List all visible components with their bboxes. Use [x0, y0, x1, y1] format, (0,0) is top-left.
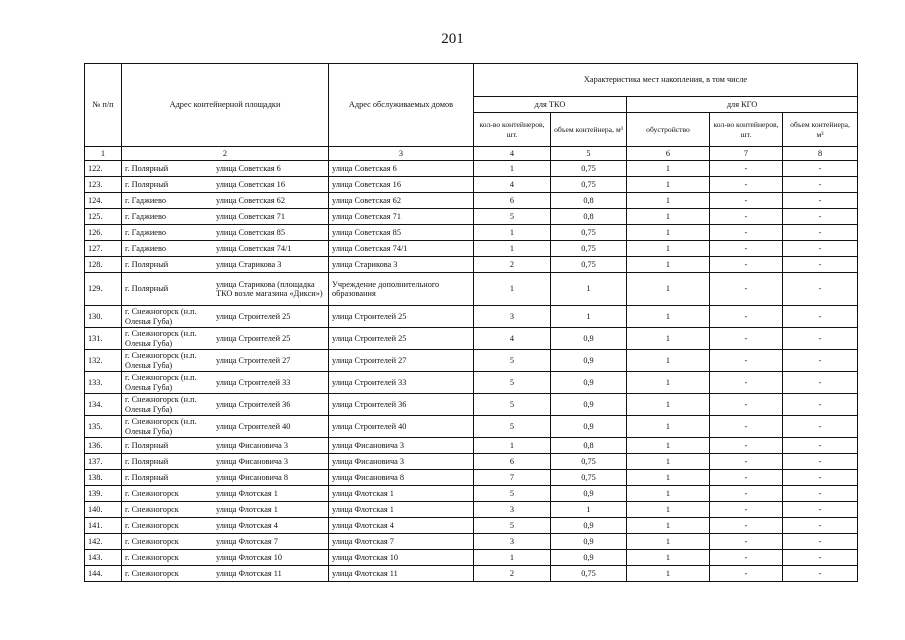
row-number: 144. [85, 566, 122, 582]
tko-count: 5 [474, 518, 551, 534]
kgo-count: - [710, 394, 783, 416]
tko-count: 5 [474, 394, 551, 416]
kgo-count: - [710, 566, 783, 582]
site-city: г. Полярный [125, 260, 169, 270]
site-address [122, 502, 329, 518]
kgo-count: - [710, 241, 783, 257]
tko-count: 1 [474, 161, 551, 177]
served-address: улица Советская 74/1 [329, 241, 474, 257]
site-address [122, 241, 329, 257]
site-city: г. Полярный [125, 441, 169, 451]
tko-volume: 0,9 [551, 416, 627, 438]
tko-count: 5 [474, 486, 551, 502]
site-city: г. Снежногорск (н.п. Оленья Губа) [125, 329, 197, 348]
kgo-volume: - [783, 193, 858, 209]
site-address [122, 438, 329, 454]
site-city: г. Снежногорск [125, 569, 179, 579]
served-address: улица Фисановича 3 [329, 454, 474, 470]
site-city: г. Снежногорск [125, 489, 179, 499]
kgo-count: - [710, 534, 783, 550]
site-city: г. Гаджиево [125, 196, 166, 206]
tko-volume: 0,9 [551, 534, 627, 550]
kgo-arrangement: 1 [627, 273, 710, 306]
site-street: улица Флотская 11 [216, 569, 282, 579]
site-street: улица Флотская 7 [216, 537, 278, 547]
table-row [85, 518, 858, 534]
table-row [85, 502, 858, 518]
tko-volume: 0,9 [551, 550, 627, 566]
site-address [122, 209, 329, 225]
kgo-arrangement: 1 [627, 470, 710, 486]
table-row [85, 372, 858, 394]
column-index-cell: 1 [85, 147, 122, 161]
tko-volume: 0,9 [551, 328, 627, 350]
column-index-cell: 8 [783, 147, 858, 161]
tko-volume: 0,9 [551, 518, 627, 534]
row-number: 132. [85, 350, 122, 372]
row-number: 125. [85, 209, 122, 225]
tko-count: 1 [474, 438, 551, 454]
kgo-volume: - [783, 550, 858, 566]
kgo-arrangement: 1 [627, 257, 710, 273]
tko-volume: 0,9 [551, 394, 627, 416]
served-address: Учреждение дополнительного образования [329, 273, 474, 306]
row-number: 122. [85, 161, 122, 177]
table-row [85, 550, 858, 566]
tko-count: 5 [474, 372, 551, 394]
table-row [85, 273, 858, 306]
table-row [85, 534, 858, 550]
kgo-arrangement: 1 [627, 372, 710, 394]
header-number: № п/п [85, 64, 122, 147]
tko-count: 6 [474, 193, 551, 209]
table-row [85, 328, 858, 350]
site-street: улица Флотская 10 [216, 553, 283, 563]
served-address: улица Флотская 1 [329, 486, 474, 502]
row-number: 130. [85, 306, 122, 328]
kgo-arrangement: 1 [627, 502, 710, 518]
tko-volume: 0,75 [551, 566, 627, 582]
site-address [122, 257, 329, 273]
site-street: улица Старикова 3 [216, 260, 282, 270]
kgo-volume: - [783, 257, 858, 273]
column-index-cell: 2 [122, 147, 329, 161]
kgo-volume: - [783, 566, 858, 582]
site-city: г. Гаджиево [125, 244, 166, 254]
site-address [122, 372, 329, 394]
tko-volume: 0,75 [551, 225, 627, 241]
site-address [122, 394, 329, 416]
site-street: улица Советская 71 [216, 212, 285, 222]
kgo-arrangement: 1 [627, 550, 710, 566]
tko-volume: 0,75 [551, 161, 627, 177]
site-address [122, 328, 329, 350]
kgo-volume: - [783, 177, 858, 193]
tko-volume: 0,75 [551, 241, 627, 257]
kgo-volume: - [783, 273, 858, 306]
kgo-volume: - [783, 518, 858, 534]
table-row [85, 209, 858, 225]
site-street: улица Фисановича 8 [216, 473, 289, 483]
table-row [85, 193, 858, 209]
kgo-arrangement: 1 [627, 241, 710, 257]
site-street: улица Строителей 25 [216, 333, 291, 343]
tko-volume: 1 [551, 273, 627, 306]
site-street: улица Советская 85 [216, 228, 285, 238]
column-index-cell: 3 [329, 147, 474, 161]
kgo-arrangement: 1 [627, 534, 710, 550]
kgo-count: - [710, 470, 783, 486]
header-kgo-count: кол-во контейнеров, шт. [710, 113, 783, 147]
table-row [85, 454, 858, 470]
kgo-count: - [710, 257, 783, 273]
table-row [85, 225, 858, 241]
site-street: улица Флотская 1 [216, 505, 278, 515]
row-number: 134. [85, 394, 122, 416]
kgo-arrangement: 1 [627, 518, 710, 534]
kgo-arrangement: 1 [627, 566, 710, 582]
tko-volume: 0,9 [551, 486, 627, 502]
row-number: 129. [85, 273, 122, 306]
site-address [122, 350, 329, 372]
tko-count: 4 [474, 328, 551, 350]
kgo-arrangement: 1 [627, 350, 710, 372]
kgo-count: - [710, 486, 783, 502]
row-number: 141. [85, 518, 122, 534]
tko-volume: 0,9 [551, 350, 627, 372]
site-street: улица Строителей 27 [216, 355, 291, 365]
table-row [85, 394, 858, 416]
site-street: улица Советская 16 [216, 180, 285, 190]
tko-volume: 0,75 [551, 454, 627, 470]
tko-volume: 0,8 [551, 193, 627, 209]
container-sites-table [84, 63, 858, 582]
kgo-count: - [710, 518, 783, 534]
served-address: улица Советская 62 [329, 193, 474, 209]
row-number: 137. [85, 454, 122, 470]
kgo-arrangement: 1 [627, 486, 710, 502]
served-address: улица Строителей 33 [329, 372, 474, 394]
site-street: улица Советская 6 [216, 164, 281, 174]
column-index-cell: 6 [627, 147, 710, 161]
table-row [85, 257, 858, 273]
site-city: г. Полярный [125, 473, 169, 483]
kgo-volume: - [783, 209, 858, 225]
kgo-volume: - [783, 225, 858, 241]
kgo-volume: - [783, 372, 858, 394]
site-city: г. Полярный [125, 164, 169, 174]
row-number: 123. [85, 177, 122, 193]
served-address: улица Строителей 27 [329, 350, 474, 372]
kgo-volume: - [783, 241, 858, 257]
site-address [122, 470, 329, 486]
site-city: г. Гаджиево [125, 212, 166, 222]
site-city: г. Снежногорск [125, 505, 179, 515]
site-city: г. Снежногорск (н.п. Оленья Губа) [125, 351, 197, 370]
tko-count: 3 [474, 534, 551, 550]
column-index-cell: 7 [710, 147, 783, 161]
table-body [85, 161, 858, 582]
kgo-arrangement: 1 [627, 193, 710, 209]
column-index-cell: 4 [474, 147, 551, 161]
site-address [122, 518, 329, 534]
site-address [122, 534, 329, 550]
table-row [85, 566, 858, 582]
site-address [122, 550, 329, 566]
site-street: улица Строителей 25 [216, 311, 291, 321]
site-street: улица Строителей 36 [216, 399, 291, 409]
kgo-count: - [710, 193, 783, 209]
kgo-count: - [710, 416, 783, 438]
served-address: улица Флотская 4 [329, 518, 474, 534]
served-address: улица Фисановича 8 [329, 470, 474, 486]
tko-count: 1 [474, 225, 551, 241]
site-address [122, 225, 329, 241]
column-index-cell: 5 [551, 147, 627, 161]
kgo-volume: - [783, 438, 858, 454]
site-city: г. Полярный [125, 284, 169, 294]
kgo-volume: - [783, 328, 858, 350]
table-row [85, 486, 858, 502]
kgo-volume: - [783, 470, 858, 486]
row-number: 136. [85, 438, 122, 454]
served-address: улица Советская 6 [329, 161, 474, 177]
tko-count: 6 [474, 454, 551, 470]
tko-count: 1 [474, 550, 551, 566]
row-number: 142. [85, 534, 122, 550]
tko-volume: 0,9 [551, 372, 627, 394]
row-number: 131. [85, 328, 122, 350]
table-row [85, 416, 858, 438]
tko-volume: 1 [551, 306, 627, 328]
kgo-arrangement: 1 [627, 225, 710, 241]
site-address [122, 161, 329, 177]
kgo-arrangement: 1 [627, 438, 710, 454]
row-number: 143. [85, 550, 122, 566]
kgo-volume: - [783, 416, 858, 438]
tko-volume: 0,75 [551, 470, 627, 486]
tko-volume: 0,75 [551, 257, 627, 273]
kgo-count: - [710, 225, 783, 241]
served-address: улица Флотская 11 [329, 566, 474, 582]
tko-count: 4 [474, 177, 551, 193]
site-city: г. Полярный [125, 457, 169, 467]
header-kgo-volume: объем контейнера, м³ [783, 113, 858, 147]
header-tko-count: кол-во контейнеров, шт. [474, 113, 551, 147]
kgo-arrangement: 1 [627, 209, 710, 225]
served-address: улица Старикова 3 [329, 257, 474, 273]
row-number: 140. [85, 502, 122, 518]
site-address [122, 273, 329, 306]
tko-count: 5 [474, 209, 551, 225]
tko-volume: 0,75 [551, 177, 627, 193]
header-tko-volume: объем контейнера, м³ [551, 113, 627, 147]
site-city: г. Снежногорск (н.п. Оленья Губа) [125, 395, 197, 414]
kgo-arrangement: 1 [627, 394, 710, 416]
kgo-volume: - [783, 534, 858, 550]
kgo-count: - [710, 209, 783, 225]
kgo-count: - [710, 454, 783, 470]
tko-count: 5 [474, 350, 551, 372]
site-address [122, 566, 329, 582]
tko-count: 3 [474, 502, 551, 518]
kgo-volume: - [783, 394, 858, 416]
site-city: г. Снежногорск [125, 553, 179, 563]
site-street: улица Флотская 4 [216, 521, 278, 531]
served-address: улица Флотская 7 [329, 534, 474, 550]
site-city: г. Снежногорск (н.п. Оленья Губа) [125, 307, 197, 326]
site-city: г. Полярный [125, 180, 169, 190]
site-city: г. Гаджиево [125, 228, 166, 238]
kgo-count: - [710, 273, 783, 306]
tko-count: 7 [474, 470, 551, 486]
tko-count: 5 [474, 416, 551, 438]
header-kgo-group: для КГО [627, 97, 858, 113]
site-address [122, 177, 329, 193]
site-street: улица Советская 74/1 [216, 244, 292, 254]
site-address [122, 193, 329, 209]
tko-volume: 0,8 [551, 438, 627, 454]
kgo-volume: - [783, 502, 858, 518]
row-number: 133. [85, 372, 122, 394]
page-number: 201 [441, 31, 464, 47]
tko-count: 1 [474, 241, 551, 257]
tko-volume: 1 [551, 502, 627, 518]
table-row [85, 177, 858, 193]
site-city: г. Снежногорск [125, 537, 179, 547]
kgo-count: - [710, 438, 783, 454]
table-row [85, 306, 858, 328]
kgo-arrangement: 1 [627, 177, 710, 193]
row-number: 135. [85, 416, 122, 438]
kgo-arrangement: 1 [627, 161, 710, 177]
served-address: улица Строителей 25 [329, 306, 474, 328]
served-address: улица Флотская 10 [329, 550, 474, 566]
served-address: улица Флотская 1 [329, 502, 474, 518]
site-street: улица Советская 62 [216, 196, 285, 206]
kgo-volume: - [783, 306, 858, 328]
site-address [122, 454, 329, 470]
site-street: улица Старикова (площадка ТКО возле магазина «Дикси») [216, 279, 323, 298]
header-site-address: Адрес контейнерной площадки [122, 64, 329, 147]
row-number: 138. [85, 470, 122, 486]
served-address: улица Строителей 40 [329, 416, 474, 438]
site-street: улица Строителей 40 [216, 421, 291, 431]
table-row [85, 438, 858, 454]
header-characteristics: Характеристика мест накопления, в том числе [474, 64, 858, 97]
kgo-count: - [710, 328, 783, 350]
kgo-volume: - [783, 161, 858, 177]
kgo-volume: - [783, 454, 858, 470]
table-row [85, 470, 858, 486]
kgo-arrangement: 1 [627, 416, 710, 438]
kgo-count: - [710, 372, 783, 394]
site-address [122, 416, 329, 438]
kgo-count: - [710, 550, 783, 566]
row-number: 126. [85, 225, 122, 241]
tko-volume: 0,8 [551, 209, 627, 225]
kgo-arrangement: 1 [627, 328, 710, 350]
kgo-count: - [710, 502, 783, 518]
table-row [85, 161, 858, 177]
kgo-count: - [710, 161, 783, 177]
kgo-count: - [710, 350, 783, 372]
served-address: улица Советская 16 [329, 177, 474, 193]
tko-count: 2 [474, 566, 551, 582]
kgo-count: - [710, 306, 783, 328]
table-row [85, 241, 858, 257]
row-number: 139. [85, 486, 122, 502]
row-number: 128. [85, 257, 122, 273]
kgo-count: - [710, 177, 783, 193]
served-address: улица Строителей 25 [329, 328, 474, 350]
header-kgo-arrangement: обустройство [627, 113, 710, 147]
table-row [85, 350, 858, 372]
tko-count: 1 [474, 273, 551, 306]
site-city: г. Снежногорск [125, 521, 179, 531]
served-address: улица Строителей 36 [329, 394, 474, 416]
site-city: г. Снежногорск (н.п. Оленья Губа) [125, 417, 197, 436]
table-header [85, 64, 858, 161]
header-served-address: Адрес обслуживаемых домов [329, 64, 474, 147]
row-number: 127. [85, 241, 122, 257]
site-city: г. Снежногорск (н.п. Оленья Губа) [125, 373, 197, 392]
served-address: улица Советская 71 [329, 209, 474, 225]
kgo-arrangement: 1 [627, 454, 710, 470]
tko-count: 2 [474, 257, 551, 273]
tko-count: 3 [474, 306, 551, 328]
kgo-volume: - [783, 486, 858, 502]
site-street: улица Фисановича 3 [216, 441, 289, 451]
site-street: улица Фисановича 3 [216, 457, 289, 467]
site-address [122, 306, 329, 328]
header-tko-group: для ТКО [474, 97, 627, 113]
site-street: улица Флотская 1 [216, 489, 278, 499]
column-index-row [85, 147, 858, 161]
site-address [122, 486, 329, 502]
site-street: улица Строителей 33 [216, 377, 291, 387]
kgo-volume: - [783, 350, 858, 372]
served-address: улица Фисановича 3 [329, 438, 474, 454]
served-address: улица Советская 85 [329, 225, 474, 241]
kgo-arrangement: 1 [627, 306, 710, 328]
row-number: 124. [85, 193, 122, 209]
